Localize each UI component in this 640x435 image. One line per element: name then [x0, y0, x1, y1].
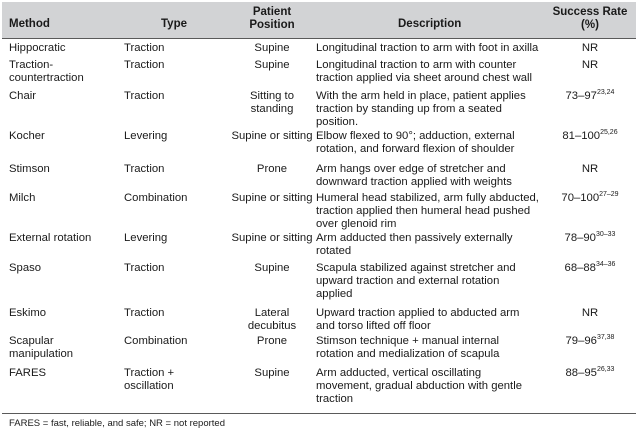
cell-line: Arm adducted then passively externally [316, 232, 513, 244]
cell-line: Traction [124, 163, 165, 175]
rate-value: 70–100 [561, 192, 600, 204]
cell-line: movement, gradual abduction with gentle [316, 380, 522, 393]
rate-reference: 25,26 [600, 129, 618, 136]
cell-line: rotation, and forward flexion of shoulder [316, 143, 515, 156]
description-cell [316, 163, 546, 189]
cell-line: Eskimo [9, 307, 47, 319]
cell-line: Supine [254, 59, 290, 71]
cell-line: Levering [124, 130, 168, 142]
cell-line: position. [316, 116, 359, 129]
cell-line: traction applied then humeral head pushed [316, 205, 531, 218]
header-position-line2: Position [249, 19, 295, 31]
cell-line: Chair [9, 90, 36, 102]
cell-line: Prone [256, 163, 288, 175]
success-rate-cell [550, 59, 630, 72]
rate-reference: 26,33 [596, 366, 615, 373]
method-cell [9, 90, 117, 103]
rate-reference: 30–33 [595, 231, 616, 238]
cell-line: standing [250, 103, 294, 116]
cell-line: Kocher [9, 130, 45, 142]
cell-line: Elbow flexed to 90°; adduction, external [316, 130, 515, 142]
type-cell [124, 262, 224, 275]
cell-line: Traction [124, 307, 165, 319]
success-rate-cell [550, 232, 630, 245]
rate-value: NR [581, 163, 599, 175]
description-cell [316, 307, 546, 333]
position-cell [226, 232, 318, 245]
header-method: Method [9, 18, 50, 30]
cell-line: Traction [124, 42, 165, 54]
table-footnote: FARES = fast, reliable, and safe; NR = not reported [9, 418, 225, 429]
cell-line: Scapular [9, 335, 54, 347]
success-rate-cell [550, 42, 630, 55]
cell-line: Spaso [9, 262, 42, 274]
type-cell [124, 232, 224, 245]
cell-line: Stimson [9, 163, 50, 175]
cell-line: Hippocratic [9, 42, 66, 54]
cell-line: With the arm held in place, patient applies [316, 90, 526, 102]
rate-value: 78–90 [564, 232, 596, 244]
type-cell [124, 192, 224, 205]
method-cell [9, 367, 117, 380]
type-cell [124, 335, 224, 348]
description-cell [316, 90, 546, 130]
position-cell [226, 262, 318, 275]
cell-line: FARES [9, 367, 47, 379]
cell-line: Combination [124, 192, 188, 204]
description-cell [316, 367, 546, 407]
method-cell [9, 163, 117, 176]
header-description: Description [398, 18, 462, 30]
cell-line: decubitus [247, 320, 297, 333]
cell-line: Humeral head stabilized, arm fully abducted, [316, 192, 539, 204]
cell-line: applied [316, 288, 353, 301]
methods-table [2, 2, 636, 431]
description-cell [316, 42, 546, 55]
method-cell [9, 335, 117, 361]
rate-value: 73–97 [565, 90, 597, 102]
header-success-rate [545, 6, 635, 32]
position-cell [226, 192, 318, 205]
rate-reference: 34–36 [595, 261, 616, 268]
cell-line: Supine [254, 42, 290, 54]
cell-line: Levering [124, 232, 168, 244]
position-cell [226, 130, 318, 143]
cell-line: oscillation [124, 380, 174, 393]
success-rate-cell [550, 367, 630, 380]
cell-line: Combination [124, 335, 188, 347]
method-cell [9, 232, 117, 245]
cell-line: Supine or sitting [231, 192, 313, 204]
cell-line: Longitudinal traction to arm with foot in axilla [316, 42, 539, 54]
type-cell [124, 307, 224, 320]
cell-line: Arm adducted, vertical oscillating [316, 367, 482, 379]
method-cell [9, 59, 117, 85]
position-cell [226, 163, 318, 176]
position-cell [226, 42, 318, 55]
cell-line: Scapula stabilized against stretcher and [316, 262, 516, 274]
rate-reference: 23,24 [596, 89, 615, 96]
cell-line: Longitudinal traction to arm with counter [316, 59, 517, 71]
success-rate-cell [550, 262, 630, 275]
method-cell [9, 130, 117, 143]
description-cell [316, 262, 546, 302]
cell-line: Upward traction applied to abducted arm [316, 307, 520, 319]
cell-line: Lateral [254, 307, 290, 319]
bottom-rule [2, 413, 636, 414]
position-cell [226, 307, 318, 333]
cell-line: Traction [124, 59, 165, 71]
cell-line: Sitting to [250, 90, 294, 102]
type-cell [124, 59, 224, 72]
cell-line: and torso lifted off floor [316, 320, 431, 333]
cell-line: Traction [124, 262, 165, 274]
success-rate-cell [550, 163, 630, 176]
success-rate-cell [550, 192, 630, 205]
success-rate-cell [550, 335, 630, 348]
cell-line: countertraction [9, 72, 84, 85]
cell-line: upward traction and external rotation [316, 275, 500, 288]
type-cell [124, 42, 224, 55]
header-position-line1: Patient [252, 6, 292, 18]
position-cell [226, 367, 318, 380]
cell-line: Supine [254, 262, 290, 274]
method-cell [9, 262, 117, 275]
rate-reference: 27–29 [599, 191, 619, 198]
cell-line: traction by standing up from a seated [316, 103, 502, 116]
header-rate-line1: Success Rate [552, 6, 628, 18]
description-cell [316, 335, 546, 361]
header-rule [2, 38, 636, 39]
success-rate-cell [550, 90, 630, 103]
method-cell [9, 307, 117, 320]
rate-reference: 37,38 [596, 334, 615, 341]
description-cell [316, 192, 546, 232]
rate-value: 79–96 [565, 335, 597, 347]
cell-line: Prone [256, 335, 288, 347]
rate-value: NR [581, 307, 599, 319]
cell-line: Traction + [124, 367, 175, 379]
cell-line: traction [316, 393, 354, 406]
rate-value: NR [581, 42, 599, 54]
cell-line: Supine [254, 367, 290, 379]
cell-line: Stimson technique + manual internal [316, 335, 500, 347]
type-cell [124, 90, 224, 103]
position-cell [226, 335, 318, 348]
cell-line: rotated [316, 245, 352, 258]
cell-line: Traction- [9, 59, 54, 71]
type-cell [124, 130, 224, 143]
cell-line: Milch [9, 192, 36, 204]
method-cell [9, 192, 117, 205]
type-cell [124, 367, 224, 393]
method-cell [9, 42, 117, 55]
rate-value: 88–95 [565, 367, 597, 379]
description-cell [316, 59, 546, 85]
cell-line: rotation and medialization of scapula [316, 348, 500, 361]
header-position [226, 6, 318, 32]
cell-line: manipulation [9, 348, 74, 361]
header-rate-line2: (%) [581, 19, 599, 31]
cell-line: downward traction applied with weights [316, 176, 512, 189]
cell-line: Traction [124, 90, 165, 102]
cell-line: Supine or sitting [231, 130, 313, 142]
header-type: Type [161, 18, 187, 30]
rate-value: 68–88 [564, 262, 596, 274]
description-cell [316, 232, 546, 258]
description-cell [316, 130, 546, 156]
rate-value: 81–100 [562, 130, 601, 142]
cell-line: Supine or sitting [231, 232, 313, 244]
type-cell [124, 163, 224, 176]
cell-line: External rotation [9, 232, 92, 244]
cell-line: traction applied via sheet around chest wall [316, 72, 533, 85]
table-header [2, 2, 636, 38]
success-rate-cell [550, 130, 630, 143]
position-cell [226, 59, 318, 72]
cell-line: Arm hangs over edge of stretcher and [316, 163, 506, 175]
cell-line: over glenoid rim [316, 218, 397, 231]
position-cell [226, 90, 318, 116]
success-rate-cell [550, 307, 630, 320]
rate-value: NR [581, 59, 599, 71]
